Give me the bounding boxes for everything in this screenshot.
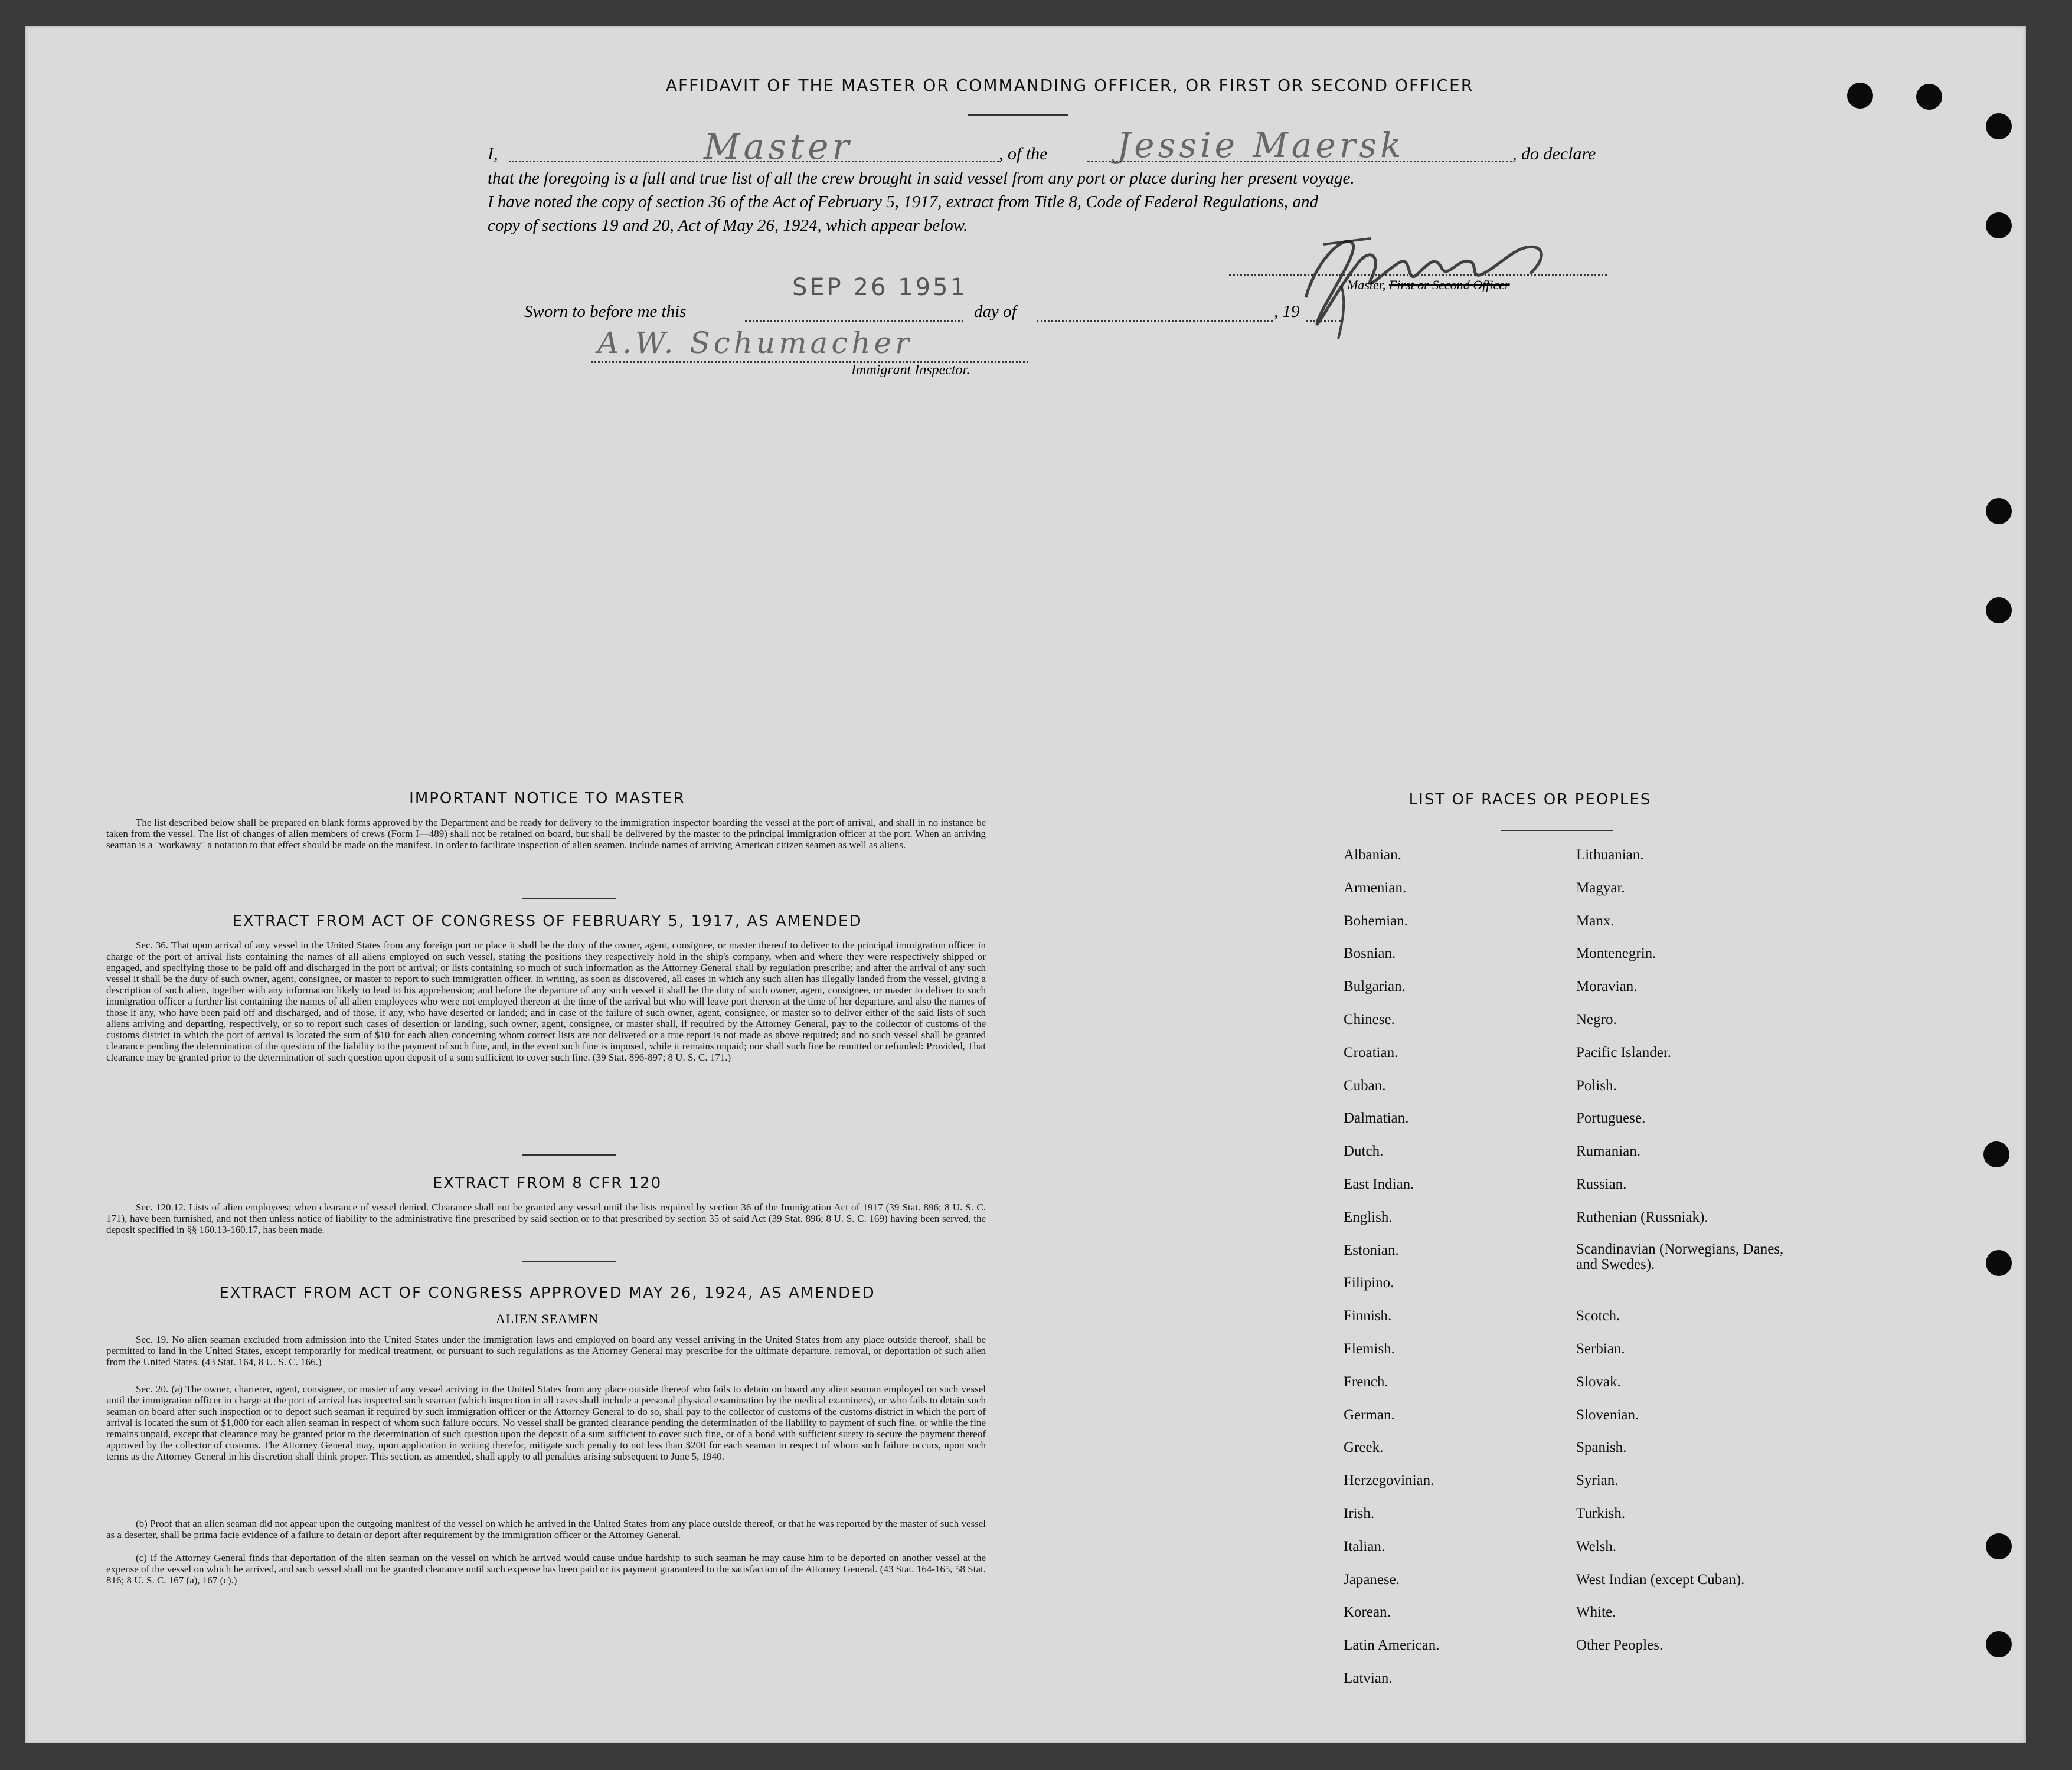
signature-role-struck: First or Second Officer <box>1388 277 1510 292</box>
punch-hole <box>1916 84 1942 110</box>
races-underline <box>1501 830 1613 831</box>
inspector-label: Immigrant Inspector. <box>851 362 970 378</box>
race-item: Filipino. <box>1344 1275 1394 1291</box>
punch-hole <box>1986 498 2012 524</box>
title-underline <box>968 114 1068 116</box>
extract-1924-subtitle: ALIEN SEAMEN <box>496 1311 599 1326</box>
of-the-label: , of the <box>999 144 1048 163</box>
inspector-signature: A.W. Schumacher <box>597 326 913 360</box>
date-stamp: SEP 26 1951 <box>792 274 968 301</box>
race-item: Scotch. <box>1576 1308 1620 1324</box>
i-label: I, <box>488 144 498 163</box>
race-item: French. <box>1344 1373 1388 1390</box>
sworn-day-line <box>745 320 963 322</box>
race-item: Irish. <box>1344 1506 1375 1522</box>
race-item: English. <box>1344 1209 1393 1225</box>
extract-1924-sec20a: Sec. 20. (a) The owner, charterer, agent, consignee, or master of any vessel arriving in the United States from any place outside thereof who fails to detain on board any alien seaman employed on such vessel until the immigration officer in charge at the port of arrival has inspected such seaman (which inspection in all cases shall include a personal physical examination by the medical examiners), or who fails to detain such seaman on board after such inspection or to deport such seaman if required by such immigration officer or the Attorney General to do so, shall pay to the collector of customs of the customs district in which the port of arrival is located the sum of $1,000 for each alien seaman in respect of whom such failure occurs. No vessel shall be granted clearance pending the determination of the liability to payment of such fine, or while the fine remains unpaid, except that clearance may be granted prior to the determination of such question upon the deposit of a sum sufficient to cover such fine, or of a bond with sufficient surety to secure the payment thereof approved by the collector of customs. The Attorney General may, upon application in writing therefor, mitigate such penalty to not less than $200 for each seaman in respect of whom such failure occurs, upon such terms as the Attorney General in his discretion shall think proper. This section, as amended, shall apply to all penalties arising subsequent to June 5, 1940. <box>106 1383 986 1462</box>
race-item: East Indian. <box>1344 1176 1414 1192</box>
divider <box>522 898 616 899</box>
races-title: LIST OF RACES OR PEOPLES <box>1408 791 1652 809</box>
race-item: Portuguese. <box>1576 1110 1646 1127</box>
race-item: Slovenian. <box>1576 1406 1639 1423</box>
divider <box>522 1261 616 1262</box>
race-item: Latin American. <box>1344 1637 1440 1654</box>
year-label: , 19 <box>1274 302 1300 321</box>
race-item: Negro. <box>1576 1012 1617 1028</box>
race-item: Slovak. <box>1576 1373 1621 1390</box>
signature-role <box>1347 277 1510 293</box>
race-item: Chinese. <box>1344 1012 1395 1028</box>
race-item: Greek. <box>1344 1439 1384 1456</box>
race-item: White. <box>1576 1604 1616 1621</box>
race-item: Flemish. <box>1344 1341 1395 1357</box>
vessel-handwritten: Jessie Maersk <box>1117 125 1405 165</box>
extract-1917-title: EXTRACT FROM ACT OF CONGRESS OF FEBRUARY 5, 1917, AS AMENDED <box>232 912 862 930</box>
punch-hole <box>1986 113 2012 139</box>
race-item: Scandinavian (Norwegians, Danes, and Swedes). <box>1576 1241 1784 1272</box>
race-item: Finnish. <box>1344 1308 1392 1324</box>
race-item: Magyar. <box>1576 879 1625 896</box>
extract-1917-body: Sec. 36. That upon arrival of any vessel in the United States from any foreign port or place it shall be the duty of the owner, agent, consignee, or master thereof to deliver to the principal immigration officer in charge of the port of arrival lists containing the names of all aliens employed on such vessel, stating the positions they respectively hold in the ship's company, when and where they were respectively shipped or engaged, and specifying those to be paid off and discharged in the port of arrival; or lists containing so much of such information as the Attorney General shall by regulation prescribe; and after the arrival of any such vessel it shall be the duty of such owner, agent, consignee, or master to report to such immigration officer, in writing, as soon as discovered, all cases in which any such alien has illegally landed from the vessel, giving a description of such alien, together with any information likely to lead to his apprehension; and before the departure of any such vessel it shall be the duty of such owner, agent, consignee, or master to deliver to such immigration officer a further list containing the names of all alien employees who were not employed thereon at the time of the arrival but who will leave port thereon at the time of her departure, and also the names of those if any, who have been paid off and discharged, and of those, if any, who have deserted or landed; and in case of the failure of such owner, agent, consignee, or master so to deliver either of the said lists of such aliens arriving and departing, respectively, or so to report such cases of desertion or landing, such owner, agent, consignee, or master shall, if required by the Attorney General, pay to the collector of customs of the customs district in which the port of arrival is located the sum of $10 for each alien concerning whom correct lists are not delivered or a true report is not made as above required; and no such vessel shall be granted clearance pending the determination of the question of the liability to the payment of such fine, and, in the event such fine is imposed, while it remains unpaid; nor shall such fine be remitted or refunded: Provided, That clearance may be granted prior to the determination of such question upon deposit of a sum sufficient to cover such fine. (39 Stat. 896-897; 8 U. S. C. 171.) <box>106 940 986 1063</box>
year-line <box>1306 320 1341 322</box>
race-item: Italian. <box>1344 1538 1385 1555</box>
affidavit-line-4: copy of sections 19 and 20, Act of May 26, 1924, which appear below. <box>488 216 968 235</box>
punch-hole <box>1986 212 2012 238</box>
race-item: Bosnian. <box>1344 945 1396 962</box>
race-item: Moravian. <box>1576 979 1638 995</box>
race-item: Estonian. <box>1344 1242 1399 1258</box>
extract-cfr-title: EXTRACT FROM 8 CFR 120 <box>432 1174 662 1192</box>
race-item: West Indian (except Cuban). <box>1576 1571 1745 1588</box>
punch-hole <box>1986 1250 2012 1276</box>
race-item: Croatian. <box>1344 1044 1398 1061</box>
punch-hole <box>1986 1631 2012 1657</box>
sworn-label: Sworn to before me this <box>524 302 687 321</box>
extract-cfr-body: Sec. 120.12. Lists of alien employees; when clearance of vessel denied. Clearance shall not be granted any vessel until the lists required by section 36 of the Immigration Act of 1917 (39 Stat. 896; 8 U. S. C. 171), have been furnished, and not then unless notice of liability to the administrative fine prescribed by said section or to that prescribed by section 35 of said Act (39 Stat. 896; 8 U. S. C. 169) having been served, the deposit specified in §§ 160.13-160.17, has been made. <box>106 1202 986 1235</box>
extract-1924-title: EXTRACT FROM ACT OF CONGRESS APPROVED MAY 26, 1924, AS AMENDED <box>219 1284 875 1302</box>
document-page <box>25 26 2026 1743</box>
signature-line <box>1229 274 1607 276</box>
day-of-label: day of <box>974 302 1017 321</box>
race-item: Montenegrin. <box>1576 945 1656 962</box>
race-item: Albanian. <box>1344 847 1401 863</box>
punch-hole <box>1847 83 1873 109</box>
race-item: Welsh. <box>1576 1538 1617 1555</box>
race-item: Manx. <box>1576 912 1615 929</box>
race-item: Cuban. <box>1344 1077 1386 1094</box>
notice-title: IMPORTANT NOTICE TO MASTER <box>409 790 685 807</box>
race-item: Lithuanian. <box>1576 847 1644 863</box>
race-item: Spanish. <box>1576 1439 1627 1456</box>
affidavit-line-3: I have noted the copy of section 36 of the Act of February 5, 1917, extract from Title 8, Code of Federal Regulations, and <box>488 192 1319 211</box>
race-item: Serbian. <box>1576 1341 1625 1357</box>
punch-hole <box>1983 1141 2009 1167</box>
punch-hole <box>1986 597 2012 623</box>
race-item: Ruthenian (Russniak). <box>1576 1209 1708 1225</box>
signature-role-master: Master, <box>1347 277 1389 292</box>
affidavit-line-2: that the foregoing is a full and true list of all the crew brought in said vessel from any port or place during her present voyage. <box>488 169 1355 188</box>
race-item: Polish. <box>1576 1077 1617 1094</box>
race-item: Herzegovinian. <box>1344 1473 1434 1489</box>
race-item: Rumanian. <box>1576 1143 1641 1160</box>
notice-body: The list described below shall be prepared on blank forms approved by the Department and be ready for delivery to the immigration inspector boarding the vessel at the port of arrival, and shall in no instance be taken from the vessel. The list of changes of alien members of crews (Form I—489) shall not be retained on board, but shall be delivered by the master to the principal immigration officer at the port. When an arriving seaman is a "workaway" a notation to that effect should be made on the manifest. In order to facilitate inspection of alien seamen, include names of arriving American citizen seamen as well as aliens. <box>106 817 986 850</box>
do-declare-label: , do declare <box>1512 144 1596 163</box>
extract-1924-sec20c: (c) If the Attorney General finds that deportation of the alien seaman on the vessel on which he arrived would cause undue hardship to such seaman he may cause him to be deported on another vessel at the expense of the vessel on which he arrived, and such vessel shall not be granted clearance until such expense has been paid or its payment guaranteed to the satisfaction of the Attorney General. (43 Stat. 164-165, 58 Stat. 816; 8 U. S. C. 167 (a), 167 (c).) <box>106 1552 986 1586</box>
extract-1924-sec19: Sec. 19. No alien seaman excluded from admission into the United States under the immigration laws and employed on board any vessel arriving in the United States from any place outside thereof, shall be permitted to land in the United States, except temporarily for medical treatment, or pursuant to such regulations as the Attorney General may prescribe for the ultimate departure, removal, or deportation of such alien from the United States. (43 Stat. 164, 8 U. S. C. 166.) <box>106 1334 986 1367</box>
race-item: German. <box>1344 1406 1395 1423</box>
race-item: Bohemian. <box>1344 912 1408 929</box>
race-item: Bulgarian. <box>1344 979 1406 995</box>
race-item: Syrian. <box>1576 1473 1619 1489</box>
race-item: Turkish. <box>1576 1506 1626 1522</box>
month-line <box>1037 320 1273 322</box>
punch-hole <box>1986 1533 2012 1559</box>
capacity-handwritten: Master <box>704 126 853 168</box>
extract-1924-sec20b: (b) Proof that an alien seaman did not appear upon the outgoing manifest of the vessel on which he arrived in the United States from any place outside thereof, or that he was reported by the master of such vessel as a deserter, shall be prima facie evidence of a failure to detain or deport after requirement by the immigration officer or the Attorney General. <box>106 1518 986 1540</box>
divider <box>522 1154 616 1156</box>
race-item: Pacific Islander. <box>1576 1044 1672 1061</box>
race-item: Dutch. <box>1344 1143 1384 1160</box>
affidavit-title: AFFIDAVIT OF THE MASTER OR COMMANDING OFFICER, OR FIRST OR SECOND OFFICER <box>665 76 1474 95</box>
race-item: Korean. <box>1344 1604 1391 1621</box>
race-item: Other Peoples. <box>1576 1637 1664 1654</box>
race-item: Dalmatian. <box>1344 1110 1409 1127</box>
race-item: Japanese. <box>1344 1571 1400 1588</box>
race-item: Russian. <box>1576 1176 1627 1192</box>
race-item: Latvian. <box>1344 1670 1393 1686</box>
race-item: Armenian. <box>1344 879 1407 896</box>
